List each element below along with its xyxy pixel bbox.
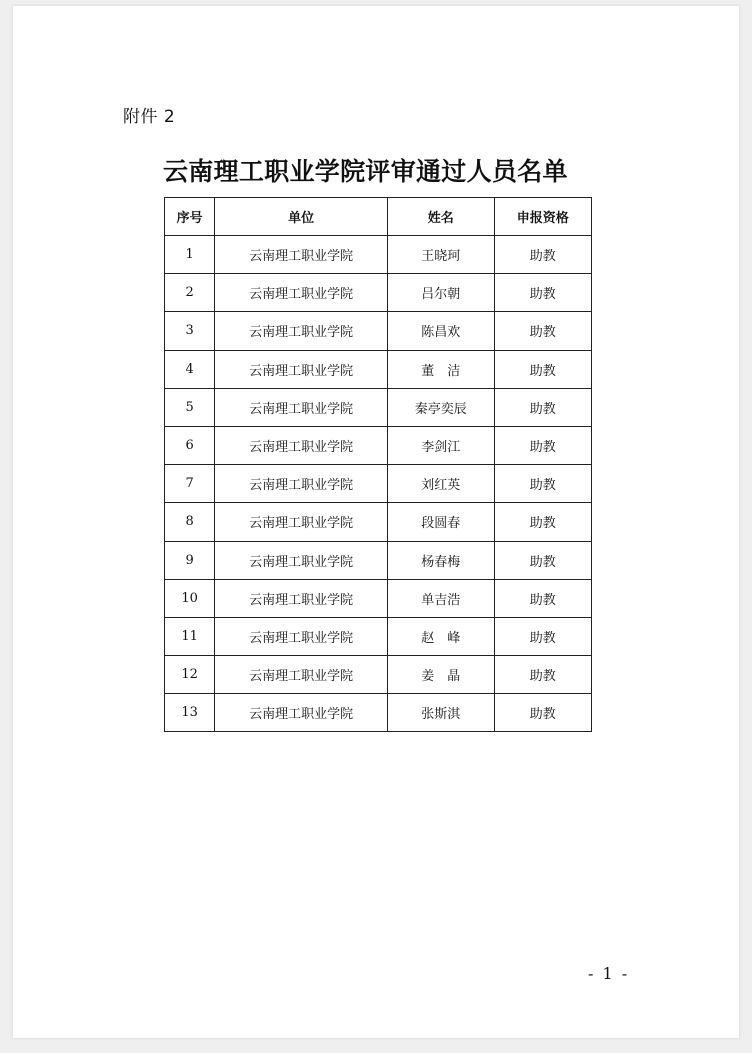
header-unit: 单位: [215, 198, 388, 236]
table-row: [165, 236, 592, 274]
cell-qualification: 助教: [494, 579, 591, 617]
table-row: [165, 694, 592, 732]
cell-qualification: 助教: [494, 656, 591, 694]
cell-seq: 13: [165, 694, 215, 732]
cell-unit: 云南理工职业学院: [215, 236, 388, 274]
header-seq: 序号: [165, 198, 215, 236]
table-header-row: [165, 198, 592, 236]
cell-qualification: 助教: [494, 274, 591, 312]
cell-qualification: 助教: [494, 617, 591, 655]
cell-seq: 5: [165, 388, 215, 426]
table-row: [165, 465, 592, 503]
cell-unit: 云南理工职业学院: [215, 579, 388, 617]
table-row: [165, 617, 592, 655]
cell-unit: 云南理工职业学院: [215, 388, 388, 426]
table-body: [165, 236, 592, 732]
cell-unit: 云南理工职业学院: [215, 350, 388, 388]
cell-unit: 云南理工职业学院: [215, 503, 388, 541]
page-number: - 1 -: [588, 964, 630, 983]
cell-unit: 云南理工职业学院: [215, 617, 388, 655]
cell-seq: 3: [165, 312, 215, 350]
cell-name: 陈昌欢: [388, 312, 494, 350]
cell-seq: 12: [165, 656, 215, 694]
cell-name: 赵 峰: [388, 617, 494, 655]
cell-name: 段圆春: [388, 503, 494, 541]
cell-qualification: 助教: [494, 236, 591, 274]
cell-seq: 10: [165, 579, 215, 617]
header-name: 姓名: [388, 198, 494, 236]
cell-name: 王晓珂: [388, 236, 494, 274]
cell-name: 杨春梅: [388, 541, 494, 579]
cell-qualification: 助教: [494, 312, 591, 350]
cell-seq: 4: [165, 350, 215, 388]
table-row: [165, 579, 592, 617]
cell-name: 单吉浩: [388, 579, 494, 617]
cell-unit: 云南理工职业学院: [215, 274, 388, 312]
cell-seq: 6: [165, 426, 215, 464]
cell-name: 刘红英: [388, 465, 494, 503]
cell-name: 吕尔朝: [388, 274, 494, 312]
cell-qualification: 助教: [494, 541, 591, 579]
cell-qualification: 助教: [494, 350, 591, 388]
cell-unit: 云南理工职业学院: [215, 656, 388, 694]
approved-personnel-table: [164, 197, 592, 732]
cell-name: 董 洁: [388, 350, 494, 388]
table-row: [165, 656, 592, 694]
table-row: [165, 503, 592, 541]
cell-qualification: 助教: [494, 426, 591, 464]
cell-seq: 9: [165, 541, 215, 579]
table-row: [165, 541, 592, 579]
cell-qualification: 助教: [494, 503, 591, 541]
cell-name: 秦亭奕辰: [388, 388, 494, 426]
table-row: [165, 312, 592, 350]
cell-unit: 云南理工职业学院: [215, 465, 388, 503]
table-row: [165, 426, 592, 464]
cell-name: 姜 晶: [388, 656, 494, 694]
cell-qualification: 助教: [494, 694, 591, 732]
cell-unit: 云南理工职业学院: [215, 541, 388, 579]
cell-name: 张斯淇: [388, 694, 494, 732]
table-row: [165, 274, 592, 312]
cell-unit: 云南理工职业学院: [215, 312, 388, 350]
table-row: [165, 388, 592, 426]
attachment-label: 附件 2: [123, 107, 176, 127]
table-row: [165, 350, 592, 388]
cell-seq: 7: [165, 465, 215, 503]
cell-name: 李剑江: [388, 426, 494, 464]
cell-seq: 2: [165, 274, 215, 312]
header-qualification: 申报资格: [494, 198, 591, 236]
cell-unit: 云南理工职业学院: [215, 426, 388, 464]
cell-qualification: 助教: [494, 465, 591, 503]
cell-seq: 8: [165, 503, 215, 541]
cell-qualification: 助教: [494, 388, 591, 426]
cell-seq: 11: [165, 617, 215, 655]
cell-unit: 云南理工职业学院: [215, 694, 388, 732]
document-title: 云南理工职业学院评审通过人员名单: [163, 157, 568, 186]
document-page: [13, 6, 739, 1038]
cell-seq: 1: [165, 236, 215, 274]
